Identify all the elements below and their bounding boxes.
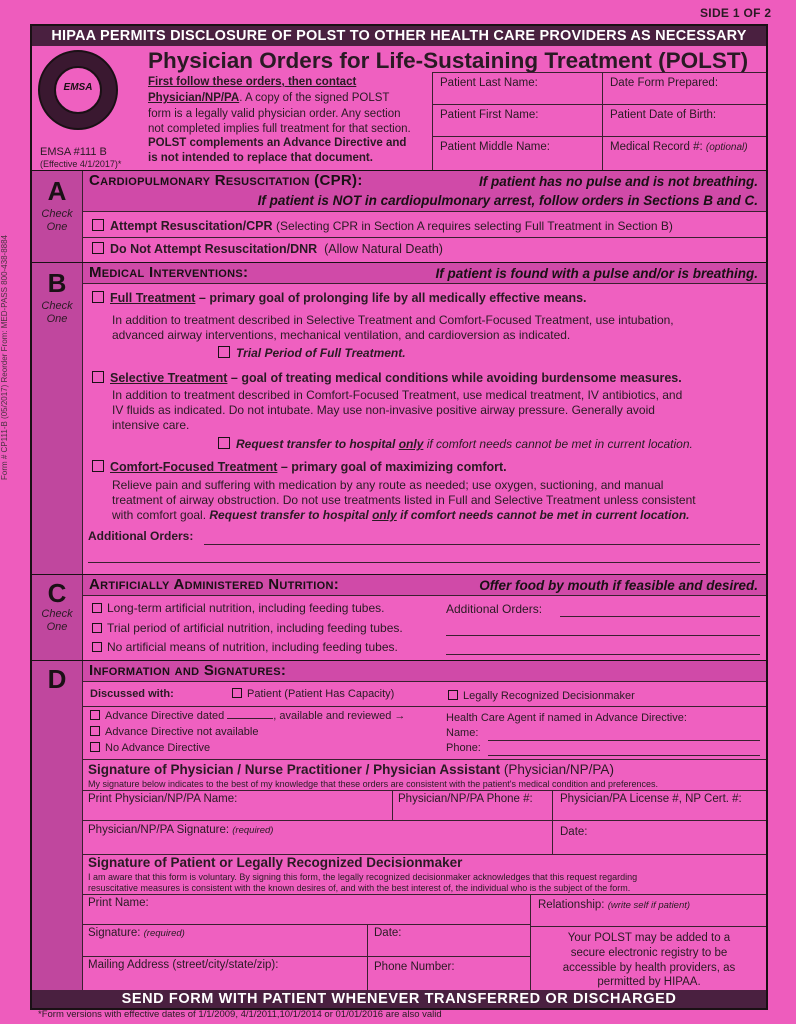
checkbox-trial-nutrition[interactable] <box>92 623 102 633</box>
option-dnr[interactable]: Do Not Attempt Resuscitation/DNR (Allow Natural Death) <box>92 242 443 256</box>
section-c-title: Artificially Administered Nutrition: <box>89 576 339 593</box>
intro-line1: First follow these orders, then contact <box>148 76 357 88</box>
section-d-letter: D <box>47 664 67 694</box>
discussed-with-label: Discussed with: <box>90 688 174 700</box>
intro-line5: POLST complements an Advance Directive and <box>148 137 407 149</box>
medical-record-field[interactable]: Medical Record #: (optional) <box>610 141 748 153</box>
patient-signature-heading: Signature of Patient or Legally Recognized Decisionmaker <box>88 855 463 870</box>
hipaa-banner: HIPAA PERMITS DISCLOSURE OF POLST TO OTHER HEALTH CARE PROVIDERS AS NECESSARY <box>32 26 766 46</box>
full-treatment-desc2: advanced airway interventions, mechanical ventilation, and cardioversion as indicated. <box>112 328 571 342</box>
form-title: Physician Orders for Life-Sustaining Treatment (POLST) <box>148 48 749 73</box>
section-a-letter: A <box>47 176 67 206</box>
option-trial-period[interactable]: Trial Period of Full Treatment. <box>218 346 406 360</box>
checkbox-ad-dated[interactable] <box>90 710 100 720</box>
checkbox-comfort-treatment[interactable] <box>92 460 104 472</box>
option-no-nutrition[interactable]: No artificial means of nutrition, including feeding tubes. <box>92 640 398 654</box>
checkbox-full-treatment[interactable] <box>92 291 104 303</box>
checkbox-no-ad[interactable] <box>90 742 100 752</box>
registry-line4: permitted by HIPAA. <box>597 976 701 988</box>
checkbox-attempt-cpr[interactable] <box>92 219 104 231</box>
patient-signature-note2: resuscitative measures is consistent with the known desires of, and with the best interest of, the individual who is the subject of the form. <box>88 883 631 893</box>
effective-date: (Effective 4/1/2017)* <box>40 159 122 169</box>
section-a-title: Cardiopulmonary Resuscitation (CPR): <box>89 172 363 189</box>
option-patient[interactable]: Patient (Patient Has Capacity) <box>232 688 394 700</box>
section-a-instruction1: If patient has no pulse and is not breathing. <box>478 174 758 189</box>
patient-last-name-field[interactable]: Patient Last Name: <box>440 77 538 89</box>
option-comfort-treatment[interactable]: Comfort-Focused Treatment – primary goal of maximizing comfort. <box>92 460 507 474</box>
intro-line6: is not intended to replace that document. <box>148 152 373 164</box>
selective-desc3: intensive care. <box>112 418 190 432</box>
checkbox-patient[interactable] <box>232 688 242 698</box>
page-side-label: SIDE 1 OF 2 <box>700 6 772 20</box>
section-d-title: Information and Signatures: <box>89 662 287 679</box>
polst-form <box>30 24 768 1010</box>
selective-desc2: IV fluids as indicated. Do not intubate. May use non-invasive positive airway pressure. Generally avoid <box>112 403 655 417</box>
option-attempt-cpr[interactable]: Attempt Resuscitation/CPR (Selecting CPR in Section A requires selecting Full Treatment in Section B) <box>92 219 673 233</box>
comfort-desc1: Relieve pain and suffering with medication by any route as needed; use oxygen, suctioning, and manual <box>112 478 664 492</box>
full-treatment-desc1: In addition to treatment described in Selective Treatment and Comfort-Focused Treatment, use intubation, <box>112 313 674 327</box>
print-name-field[interactable]: Print Name: <box>88 897 149 909</box>
option-long-term-nutrition[interactable]: Long-term artificial nutrition, including feeding tubes. <box>92 601 385 615</box>
section-b-title: Medical Interventions: <box>89 264 249 281</box>
seal-text: EMSA <box>63 82 93 93</box>
checkbox-decisionmaker[interactable] <box>448 690 458 700</box>
option-ad-not-available[interactable]: Advance Directive not available <box>90 726 258 738</box>
reorder-side-note: Form # CP111-B (05/2017) Reorder From: MED-PASS 800-438-8884 <box>0 235 9 480</box>
section-b-check-one: Check One <box>41 300 73 325</box>
option-request-transfer[interactable]: Request transfer to hospital only if comfort needs cannot be met in current location. <box>218 437 693 451</box>
patient-signature-note1: I am aware that this form is voluntary. By signing this form, the legally recognized decisionmaker acknowledges that this request regarding <box>88 872 638 882</box>
checkbox-long-term-nutrition[interactable] <box>92 603 102 613</box>
send-form-banner: SEND FORM WITH PATIENT WHENEVER TRANSFERRED OR DISCHARGED <box>32 990 766 1008</box>
physician-phone-field[interactable]: Physician/NP/PA Phone #: <box>398 793 533 805</box>
health-care-agent-label: Health Care Agent if named in Advance Directive: <box>446 712 687 724</box>
section-b-header <box>83 263 766 284</box>
form-id: EMSA #111 B <box>40 146 107 158</box>
signature-field[interactable]: Signature: (required) <box>88 927 185 939</box>
section-c-instruction: Offer food by mouth if feasible and desired. <box>479 578 758 593</box>
physician-signature-field[interactable]: Physician/NP/PA Signature: (required) <box>88 824 274 836</box>
checkbox-selective-treatment[interactable] <box>92 371 104 383</box>
patient-first-name-field[interactable]: Patient First Name: <box>440 109 539 121</box>
emsa-seal-logo <box>38 50 118 130</box>
section-a-instruction2: If patient is NOT in cardiopulmonary arrest, follow orders in Sections B and C. <box>257 193 758 208</box>
section-d-header <box>83 661 766 682</box>
section-b-letter: B <box>47 268 67 298</box>
agent-phone-field[interactable]: Phone: <box>446 742 481 754</box>
section-b-instruction: If patient is found with a pulse and/or is breathing. <box>435 266 758 281</box>
option-selective-treatment[interactable]: Selective Treatment – goal of treating medical conditions while avoiding burdensome measures. <box>92 371 682 385</box>
section-c-letter: C <box>47 578 67 608</box>
option-trial-nutrition[interactable]: Trial period of artificial nutrition, including feeding tubes. <box>92 621 403 635</box>
mailing-address-field[interactable]: Mailing Address (street/city/state/zip): <box>88 959 279 971</box>
physician-signature-heading: Signature of Physician / Nurse Practitioner / Physician Assistant (Physician/NP/PA) <box>88 762 614 777</box>
intro-line2: Physician/NP/PA. A copy of the signed POLST <box>148 92 390 104</box>
section-c-additional-orders[interactable]: Additional Orders: <box>446 602 543 616</box>
checkbox-dnr[interactable] <box>92 242 104 254</box>
registry-line2: secure electronic registry to be <box>570 947 728 959</box>
footnote: *Form versions with effective dates of 1/1/2009, 4/1/2011,10/1/2014 or 01/01/2016 are also valid <box>38 1009 442 1020</box>
option-no-ad[interactable]: No Advance Directive <box>90 742 210 754</box>
intro-line4: not completed implies full treatment for that section. <box>148 123 411 135</box>
checkbox-request-transfer[interactable] <box>218 437 230 449</box>
checkbox-no-nutrition[interactable] <box>92 642 102 652</box>
option-full-treatment[interactable]: Full Treatment – primary goal of prolonging life by all medically effective means. <box>92 291 587 305</box>
checkbox-ad-not-available[interactable] <box>90 726 100 736</box>
date-form-prepared-field[interactable]: Date Form Prepared: <box>610 77 719 89</box>
comfort-desc2: treatment of airway obstruction. Do not use treatments listed in Full and Selective Treatment unless consistent <box>112 493 696 507</box>
registry-line1: Your POLST may be added to a <box>567 932 731 944</box>
option-decisionmaker[interactable]: Legally Recognized Decisionmaker <box>448 690 635 702</box>
print-physician-name-field[interactable]: Print Physician/NP/PA Name: <box>88 793 238 805</box>
physician-license-field[interactable]: Physician/PA License #, NP Cert. #: <box>560 793 742 805</box>
section-a-header <box>83 171 766 212</box>
selective-desc1: In addition to treatment described in Comfort-Focused Treatment, use medical treatment, IV antibiotics, and <box>112 388 683 402</box>
physician-date-field[interactable]: Date: <box>560 826 588 838</box>
phone-number-field[interactable]: Phone Number: <box>374 961 455 973</box>
patient-middle-name-field[interactable]: Patient Middle Name: <box>440 141 550 153</box>
agent-name-field[interactable]: Name: <box>446 727 479 739</box>
signature-date-field[interactable]: Date: <box>374 927 402 939</box>
relationship-field[interactable]: Relationship: (write self if patient) <box>538 899 691 911</box>
physician-signature-note: My signature below indicates to the best of my knowledge that these orders are consistent with the patient's medical condition and preferences. <box>88 779 659 789</box>
registry-line3: accessible by health providers, as <box>562 962 736 974</box>
comfort-desc3: with comfort goal. Request transfer to hospital only if comfort needs cannot be met in current location. <box>112 508 690 522</box>
section-c-header <box>83 575 766 596</box>
checkbox-trial-period[interactable] <box>218 346 230 358</box>
option-ad-dated[interactable]: Advance Directive dated , available and reviewed → <box>90 710 405 722</box>
section-b-additional-orders[interactable]: Additional Orders: <box>88 529 194 543</box>
section-d-column <box>32 661 83 993</box>
intro-line3: form is a legally valid physician order. Any section <box>148 108 401 120</box>
patient-dob-field[interactable]: Patient Date of Birth: <box>610 109 717 121</box>
section-a-check-one: Check One <box>41 208 73 233</box>
section-c-check-one: Check One <box>41 608 73 633</box>
